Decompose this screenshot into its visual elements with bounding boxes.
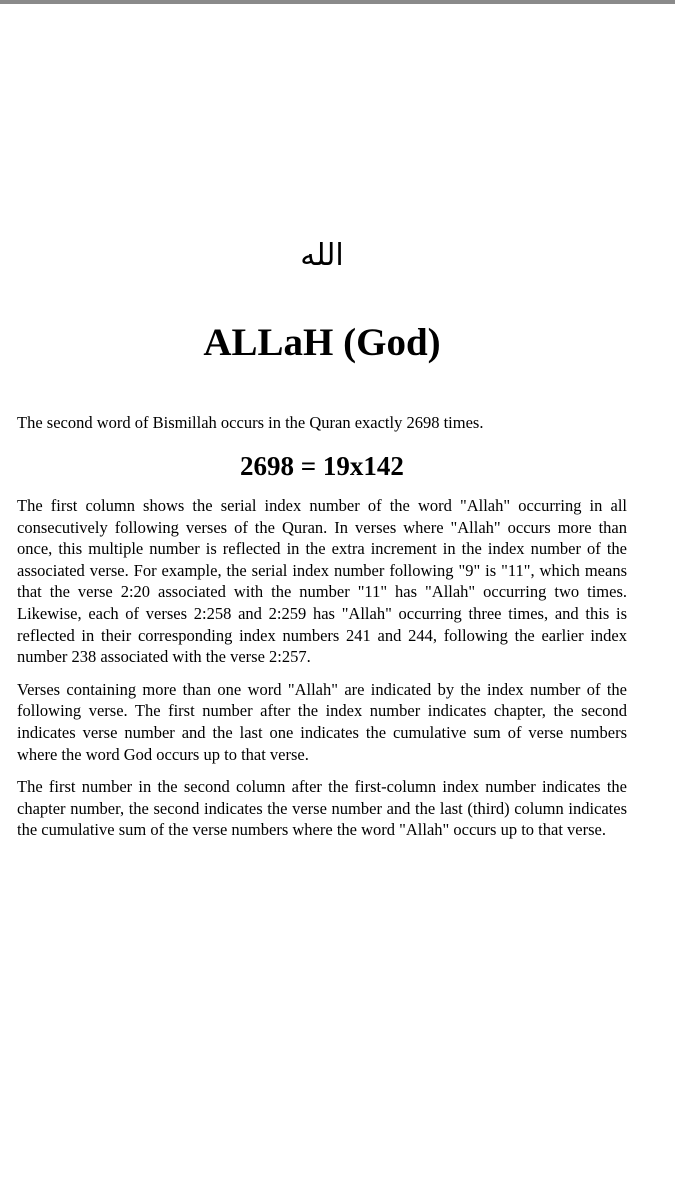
paragraph-multiple-occurrences: Verses containing more than one word "Allah" are indicated by the index number of the following verse. The first number after the index number indicates chapter, the second indicates verse number and the last one indicates the cumulative sum of verse numbers where the word God occurs up to that verse. (17, 679, 627, 764)
body-text (17, 495, 627, 852)
equation: 2698 = 19x142 (240, 451, 404, 481)
paragraph-second-column: The first number in the second column after the first-column index number indicates the chapter number, the second indicates the verse number and the last (third) column indicates the cumulative sum of the verse numbers where the word "Allah" occurs up to that verse. (17, 777, 627, 840)
page-title: ALLaH (God) (203, 321, 441, 364)
arabic-heading: الله (300, 238, 344, 273)
paragraph-first-column: The first column shows the serial index number of the word "Allah" occurring in all consecutively following verses of the Quran. In verses where "Allah" occurs more than once, this multiple number is reflected in the extra increment in the index number of the associated verse. For example, the serial index number following "9" is "11", which means that the verse 2:20 associated with the number "11" has "Allah" occurring two times. Likewise, each of verses 2:258 and 2:259 has "Allah" occurring three times, and this is reflected in their corresponding index numbers 241 and 244, following the earlier index number 238 associated with the verse 2:257. (17, 496, 627, 667)
top-border (0, 0, 675, 4)
intro-sentence: The second word of Bismillah occurs in the Quran exactly 2698 times. (17, 413, 484, 432)
